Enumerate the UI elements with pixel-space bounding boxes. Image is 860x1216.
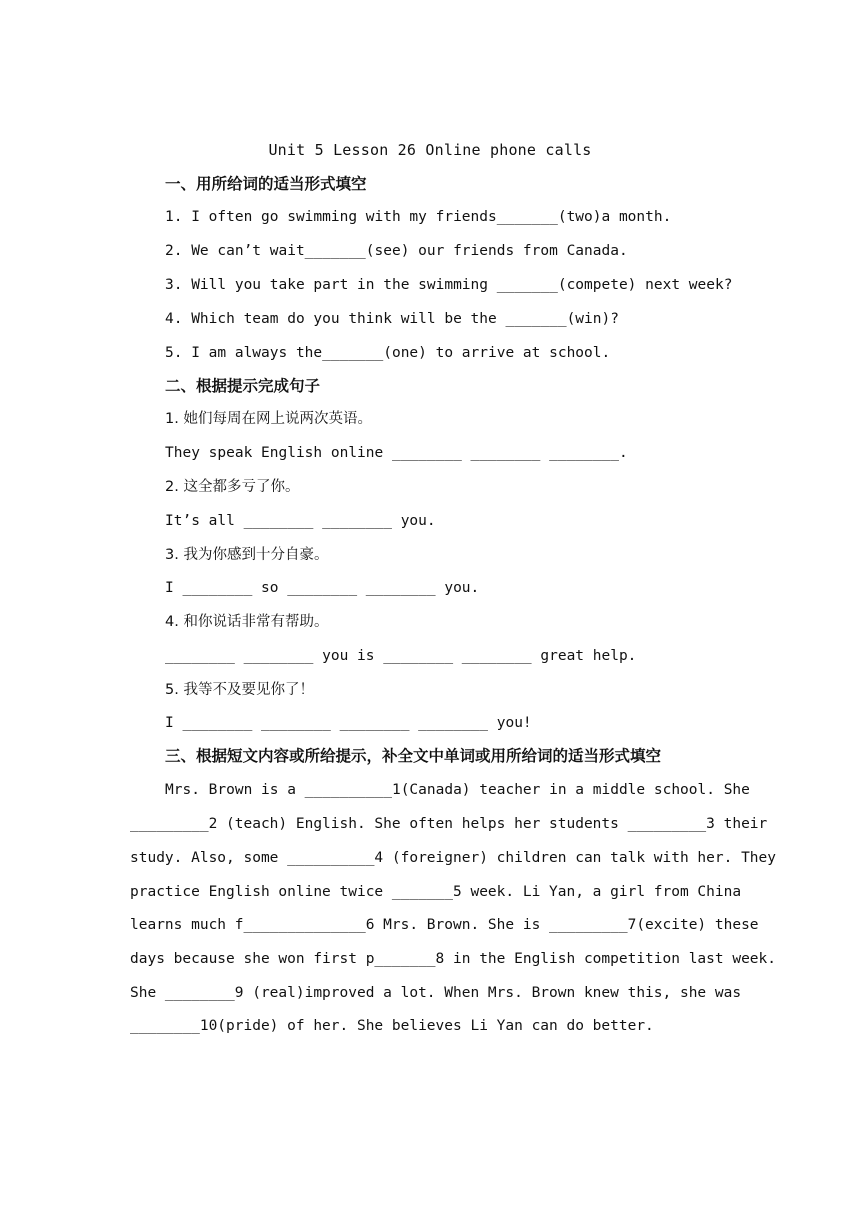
passage-line-3: study. Also, some __________4 (foreigner) children can talk with her. They <box>130 850 777 866</box>
section-2-item-5-answer: I ________ ________ ________ ________ you! <box>165 715 532 731</box>
passage-line-6: days because she won first p_______8 in the English competition last week. <box>130 951 777 967</box>
section-1-item-1: 1. I often go swimming with my friends_______(two)a month. <box>165 209 672 225</box>
passage-line-2: _________2 (teach) English. She often helps her students _________3 their <box>130 816 768 832</box>
section-2-item-1-prompt: 1. 她们每周在网上说两次英语。 <box>165 411 372 427</box>
passage-line-1: Mrs. Brown is a __________1(Canada) teacher in a middle school. She <box>165 782 750 798</box>
section-2-item-3-answer: I ________ so ________ ________ you. <box>165 580 480 596</box>
section-2-item-3-prompt: 3. 我为你感到十分自豪。 <box>165 547 329 563</box>
passage-line-4: practice English online twice _______5 week. Li Yan, a girl from China <box>130 884 742 900</box>
page-title: Unit 5 Lesson 26 Online phone calls <box>268 141 592 159</box>
section-1-item-5: 5. I am always the_______(one) to arrive at school. <box>165 345 611 361</box>
section-2-heading: 二、根据提示完成句子 <box>165 377 321 395</box>
section-3-heading: 三、根据短文内容或所给提示，补全文中单词或用所给词的适当形式填空 <box>165 747 662 765</box>
section-1-item-2: 2. We can’t wait_______(see) our friends from Canada. <box>165 243 628 259</box>
passage-line-7: She ________9 (real)improved a lot. When Mrs. Brown knew this, she was <box>130 985 742 1001</box>
section-2-item-2-prompt: 2. 这全都多亏了你。 <box>165 479 300 495</box>
section-1-item-4: 4. Which team do you think will be the _______(win)? <box>165 311 619 327</box>
section-2-item-4-prompt: 4. 和你说话非常有帮助。 <box>165 614 329 630</box>
section-2-item-4-answer: ________ ________ you is ________ ________ great help. <box>165 648 637 664</box>
passage-line-5: learns much f______________6 Mrs. Brown. She is _________7(excite) these <box>130 917 759 933</box>
section-2-item-1-answer: They speak English online ________ ________ ________. <box>165 445 628 461</box>
section-1-item-3: 3. Will you take part in the swimming _______(compete) next week? <box>165 277 733 293</box>
section-2-item-2-answer: It’s all ________ ________ you. <box>165 513 436 529</box>
passage-line-8: ________10(pride) of her. She believes Li Yan can do better. <box>130 1018 654 1034</box>
section-1-heading: 一、用所给词的适当形式填空 <box>165 175 367 193</box>
section-2-item-5-prompt: 5. 我等不及要见你了！ <box>165 682 314 698</box>
